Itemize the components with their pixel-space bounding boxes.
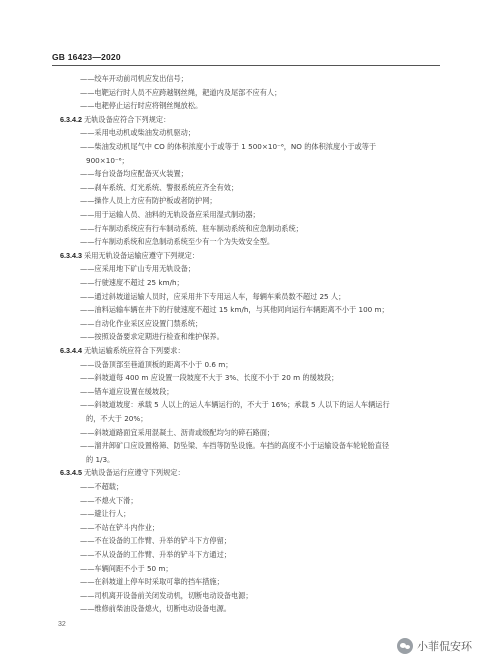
list-item: ——不熄火下滑； <box>80 495 138 505</box>
list-item: ——柴油发动机尾气中 CO 的体积浓度小于或等于 1 500×10⁻⁶，NO 的体积浓度小于或等于 <box>80 142 377 151</box>
section-heading <box>60 115 170 124</box>
list-item: ——通过斜坡道运输人员时，应采用井下专用运人车，每辆车乘员数不超过 25 人； <box>80 291 346 301</box>
standard-code: GB 16423—2020 <box>52 52 121 62</box>
list-item: ——不站在铲斗内作业； <box>80 522 160 532</box>
list-item: ——错车道应设置在缓坡段； <box>80 386 174 396</box>
section-number: 6.3.4.3 <box>60 250 82 260</box>
list-item: ——斜坡道路面宜采用混凝土、沥青或级配均匀的碎石路面； <box>80 427 275 437</box>
section-heading <box>60 346 185 355</box>
section-heading <box>60 251 199 260</box>
list-item: ——行车制动系统应有行车制动系统、驻车制动系统和应急制动系统； <box>80 223 303 233</box>
list-item: ——刹车系统、灯光系统、警报系统应齐全有效； <box>80 182 239 192</box>
list-item: ——用于运输人员、油料的无轨设备应采用湿式制动器； <box>80 210 260 219</box>
list-item: ——不在设备的工作臂、升举的铲斗下方停留； <box>80 536 231 546</box>
list-item: ——维修前柴油设备熄火，切断电动设备电源。 <box>80 604 231 614</box>
list-item: ——斜坡道坡度：承载 5 人以上的运人车辆运行的，不大于 16%；承载 5 人以下的运人车辆运行 <box>80 400 390 410</box>
list-item: ——采用电动机或柴油发动机驱动； <box>80 128 196 138</box>
list-item: ——避让行人； <box>80 509 131 519</box>
section-title: 无轨运输系统应符合下列要求： <box>84 346 185 355</box>
section-number: 6.3.4.5 <box>60 468 82 478</box>
list-item: ——不从设备的工作臂、升举的铲斗下方通过； <box>80 550 231 559</box>
list-item: ——设备顶部至巷道顶板的距离不小于 0.6 m； <box>80 359 233 369</box>
list-item-continuation: 900×10⁻⁶； <box>86 155 129 165</box>
list-item: ——溜井卸矿口应设置格筛、防坠梁、车挡等防坠设施。车挡的高度不小于运输设备车轮轮胎直径 <box>80 441 390 451</box>
wechat-logo-icon <box>397 638 413 654</box>
list-item: ——车辆间距不小于 50 m； <box>80 563 173 573</box>
list-item: ——行驶速度不超过 25 km/h； <box>80 278 184 287</box>
list-item: ——自动化作业采区应设置门禁系统； <box>80 318 203 328</box>
section-title: 采用无轨设备运输应遵守下列规定： <box>84 250 200 260</box>
section-number: 6.3.4.4 <box>60 346 82 355</box>
list-item: ——不超载； <box>80 482 124 491</box>
list-item: ——斜坡道每 400 m 应设置一段坡度不大于 3%、长度不小于 20 m 的缓坡段； <box>80 373 339 383</box>
list-item: ——每台设备均应配备灭火装置； <box>80 169 188 179</box>
section-heading <box>60 468 185 477</box>
watermark <box>397 638 472 654</box>
section-title: 无轨设备应符合下列规定： <box>84 114 171 124</box>
list-item-continuation: 的 1/3。 <box>86 454 115 464</box>
list-item: ——油料运输车辆在井下的行驶速度不超过 15 km/h，与其他同向运行车辆距离不小于 100 m； <box>80 305 389 315</box>
list-item: ——电耙停止运行时应将钢丝绳放松。 <box>80 101 203 111</box>
list-item: ——绞车开动前司机应发出信号； <box>80 74 188 83</box>
list-item: ——按照设备要求定期进行检查和维护保养。 <box>80 332 224 342</box>
watermark-text: 小菲侃安环 <box>417 640 472 653</box>
list-item: ——电靶运行时人员不应跨越钢丝绳，耙道内及尾部不应有人； <box>80 87 282 97</box>
page-number: 32 <box>58 621 66 628</box>
header-rule <box>52 65 440 66</box>
list-item-continuation: 的，不大于 20%； <box>86 414 148 423</box>
section-number: 6.3.4.2 <box>60 114 82 124</box>
list-item: ——行车制动系统和应急制动系统至少有一个为失效安全型。 <box>80 237 275 247</box>
list-item: ——在斜坡道上停车时采取可靠的挡车措施； <box>80 577 224 587</box>
list-item: ——应采用地下矿山专用无轨设备； <box>80 264 196 274</box>
list-item: ——操作人员上方应有防护板或者防护网； <box>80 196 217 206</box>
list-item: ——司机离开设备前关闭发动机，切断电动设备电源； <box>80 590 253 600</box>
section-title: 无轨设备运行应遵守下列规定： <box>84 468 185 478</box>
